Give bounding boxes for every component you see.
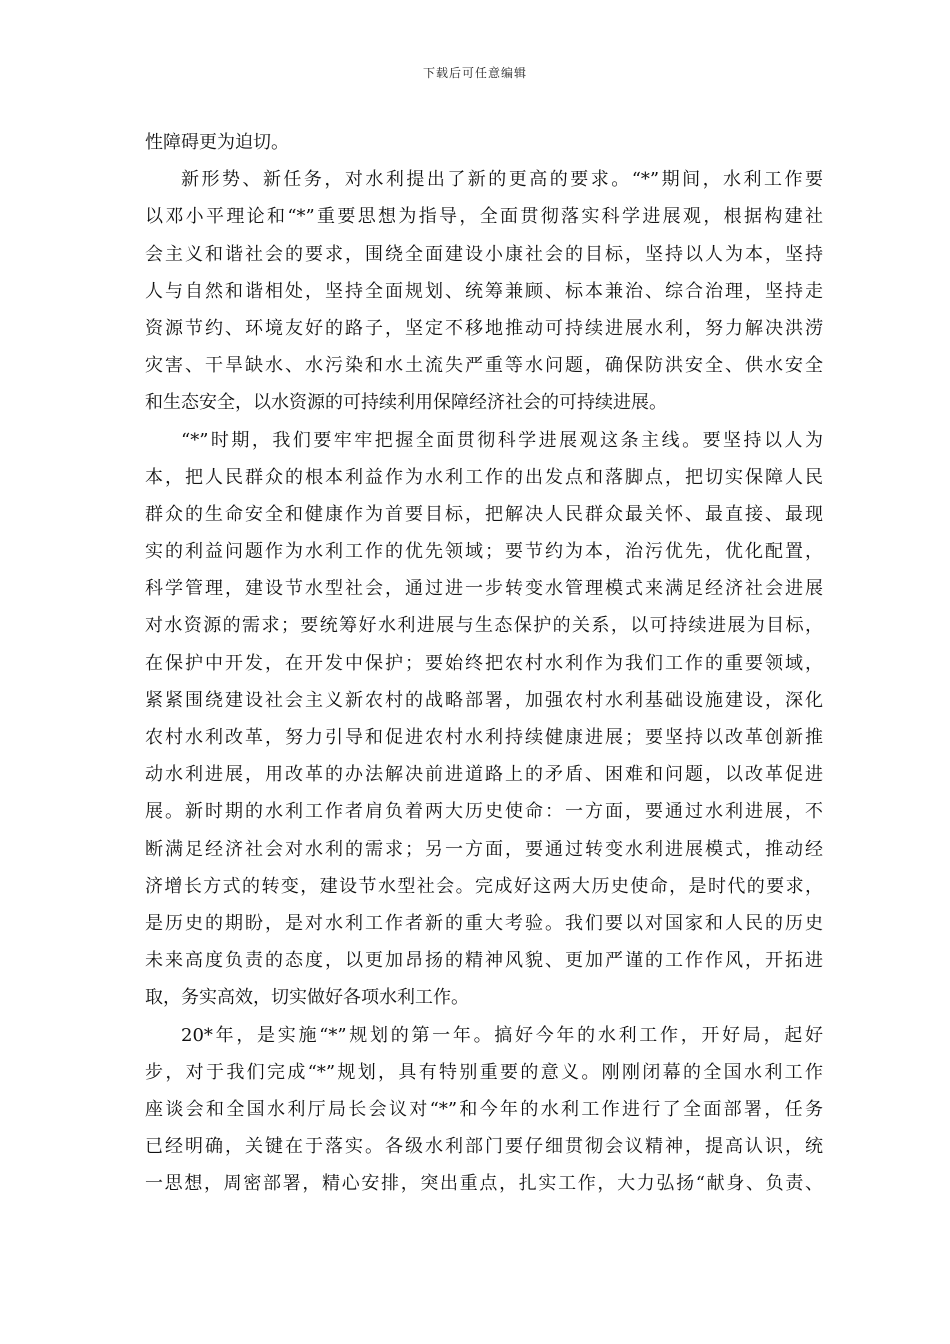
text-line: 济增长方式的转变，建设节水型社会。完成好这两大历史使命，是时代的要求， <box>145 875 823 897</box>
text-line: 和生态安全，以水资源的可持续利用保障经济社会的可持续进展。 <box>145 392 667 414</box>
text-line: 群众的生命安全和健康作为首要目标，把解决人民群众最关怀、最直接、最现 <box>145 503 823 525</box>
text-line: 以邓小平理论和“*”重要思想为指导，全面贯彻落实科学进展观，根据构建社 <box>145 206 823 228</box>
text-line: 性障碍更为迫切。 <box>145 132 289 153</box>
text-line: 取，务实高效，切实做好各项水利工作。 <box>145 987 469 1009</box>
text-line: 20*年，是实施“*”规划的第一年。搞好今年的水利工作，开好局，起好 <box>181 1024 823 1046</box>
text-line: “*”时期，我们要牢牢把握全面贯彻科学进展观这条主线。要坚持以人为 <box>181 429 823 451</box>
text-line: 未来高度负责的态度，以更加昂扬的精神风貌、更加严谨的工作作风，开拓进 <box>145 950 823 972</box>
text-line: 步，对于我们完成“*”规划，具有特别重要的意义。刚刚闭幕的全国水利工作 <box>145 1061 823 1083</box>
text-line: 灾害、干旱缺水、水污染和水土流失严重等水问题，确保防洪安全、供水安全 <box>145 355 823 377</box>
text-line: 新形势、新任务，对水利提出了新的更高的要求。“*”期间，水利工作要 <box>181 169 823 191</box>
page-header: 下载后可任意编辑 <box>422 66 527 80</box>
text-line: 座谈会和全国水利厅局长会议对“*”和今年的水利工作进行了全面部署，任务 <box>145 1098 823 1120</box>
text-line: 会主义和谐社会的要求，围绕全面建设小康社会的目标，坚持以人为本，坚持 <box>145 243 823 265</box>
text-line: 实的利益问题作为水利工作的优先领域；要节约为本，治污优先，优化配置， <box>145 541 823 563</box>
text-line: 动水利进展，用改革的办法解决前进道路上的矛盾、困难和问题，以改革促进 <box>145 764 823 786</box>
text-line: 农村水利改革，努力引导和促进农村水利持续健康进展；要坚持以改革创新推 <box>145 727 823 748</box>
text-line: 断满足经济社会对水利的需求；另一方面，要通过转变水利进展模式，推动经 <box>145 838 823 860</box>
text-line: 紧紧围绕建设社会主义新农村的战略部署，加强农村水利基础设施建设，深化 <box>145 689 823 711</box>
text-line: 对水资源的需求；要统筹好水利进展与生态保护的关系，以可持续进展为目标， <box>145 615 823 637</box>
text-line: 科学管理，建设节水型社会，通过进一步转变水管理模式来满足经济社会进展 <box>145 578 823 600</box>
text-line: 资源节约、环境友好的路子，坚定不移地推动可持续进展水利，努力解决洪涝 <box>145 317 823 339</box>
text-line: 本，把人民群众的根本利益作为水利工作的出发点和落脚点，把切实保障人民 <box>145 466 823 488</box>
text-line: 是历史的期盼，是对水利工作者新的重大考验。我们要以对国家和人民的历史 <box>145 912 823 934</box>
text-line: 展。新时期的水利工作者肩负着两大历史使命：一方面，要通过水利进展，不 <box>145 801 823 823</box>
text-line: 已经明确，关键在于落实。各级水利部门要仔细贯彻会议精神，提高认识，统 <box>145 1136 823 1158</box>
text-line: 人与自然和谐相处，坚持全面规划、统筹兼顾、标本兼治、综合治理，坚持走 <box>145 280 823 302</box>
document-body <box>145 124 823 1202</box>
text-line: 一思想，周密部署，精心安排，突出重点，扎实工作，大力弘扬“献身、负责、 <box>145 1173 823 1195</box>
text-line: 在保护中开发，在开发中保护；要始终把农村水利作为我们工作的重要领域， <box>145 652 823 674</box>
